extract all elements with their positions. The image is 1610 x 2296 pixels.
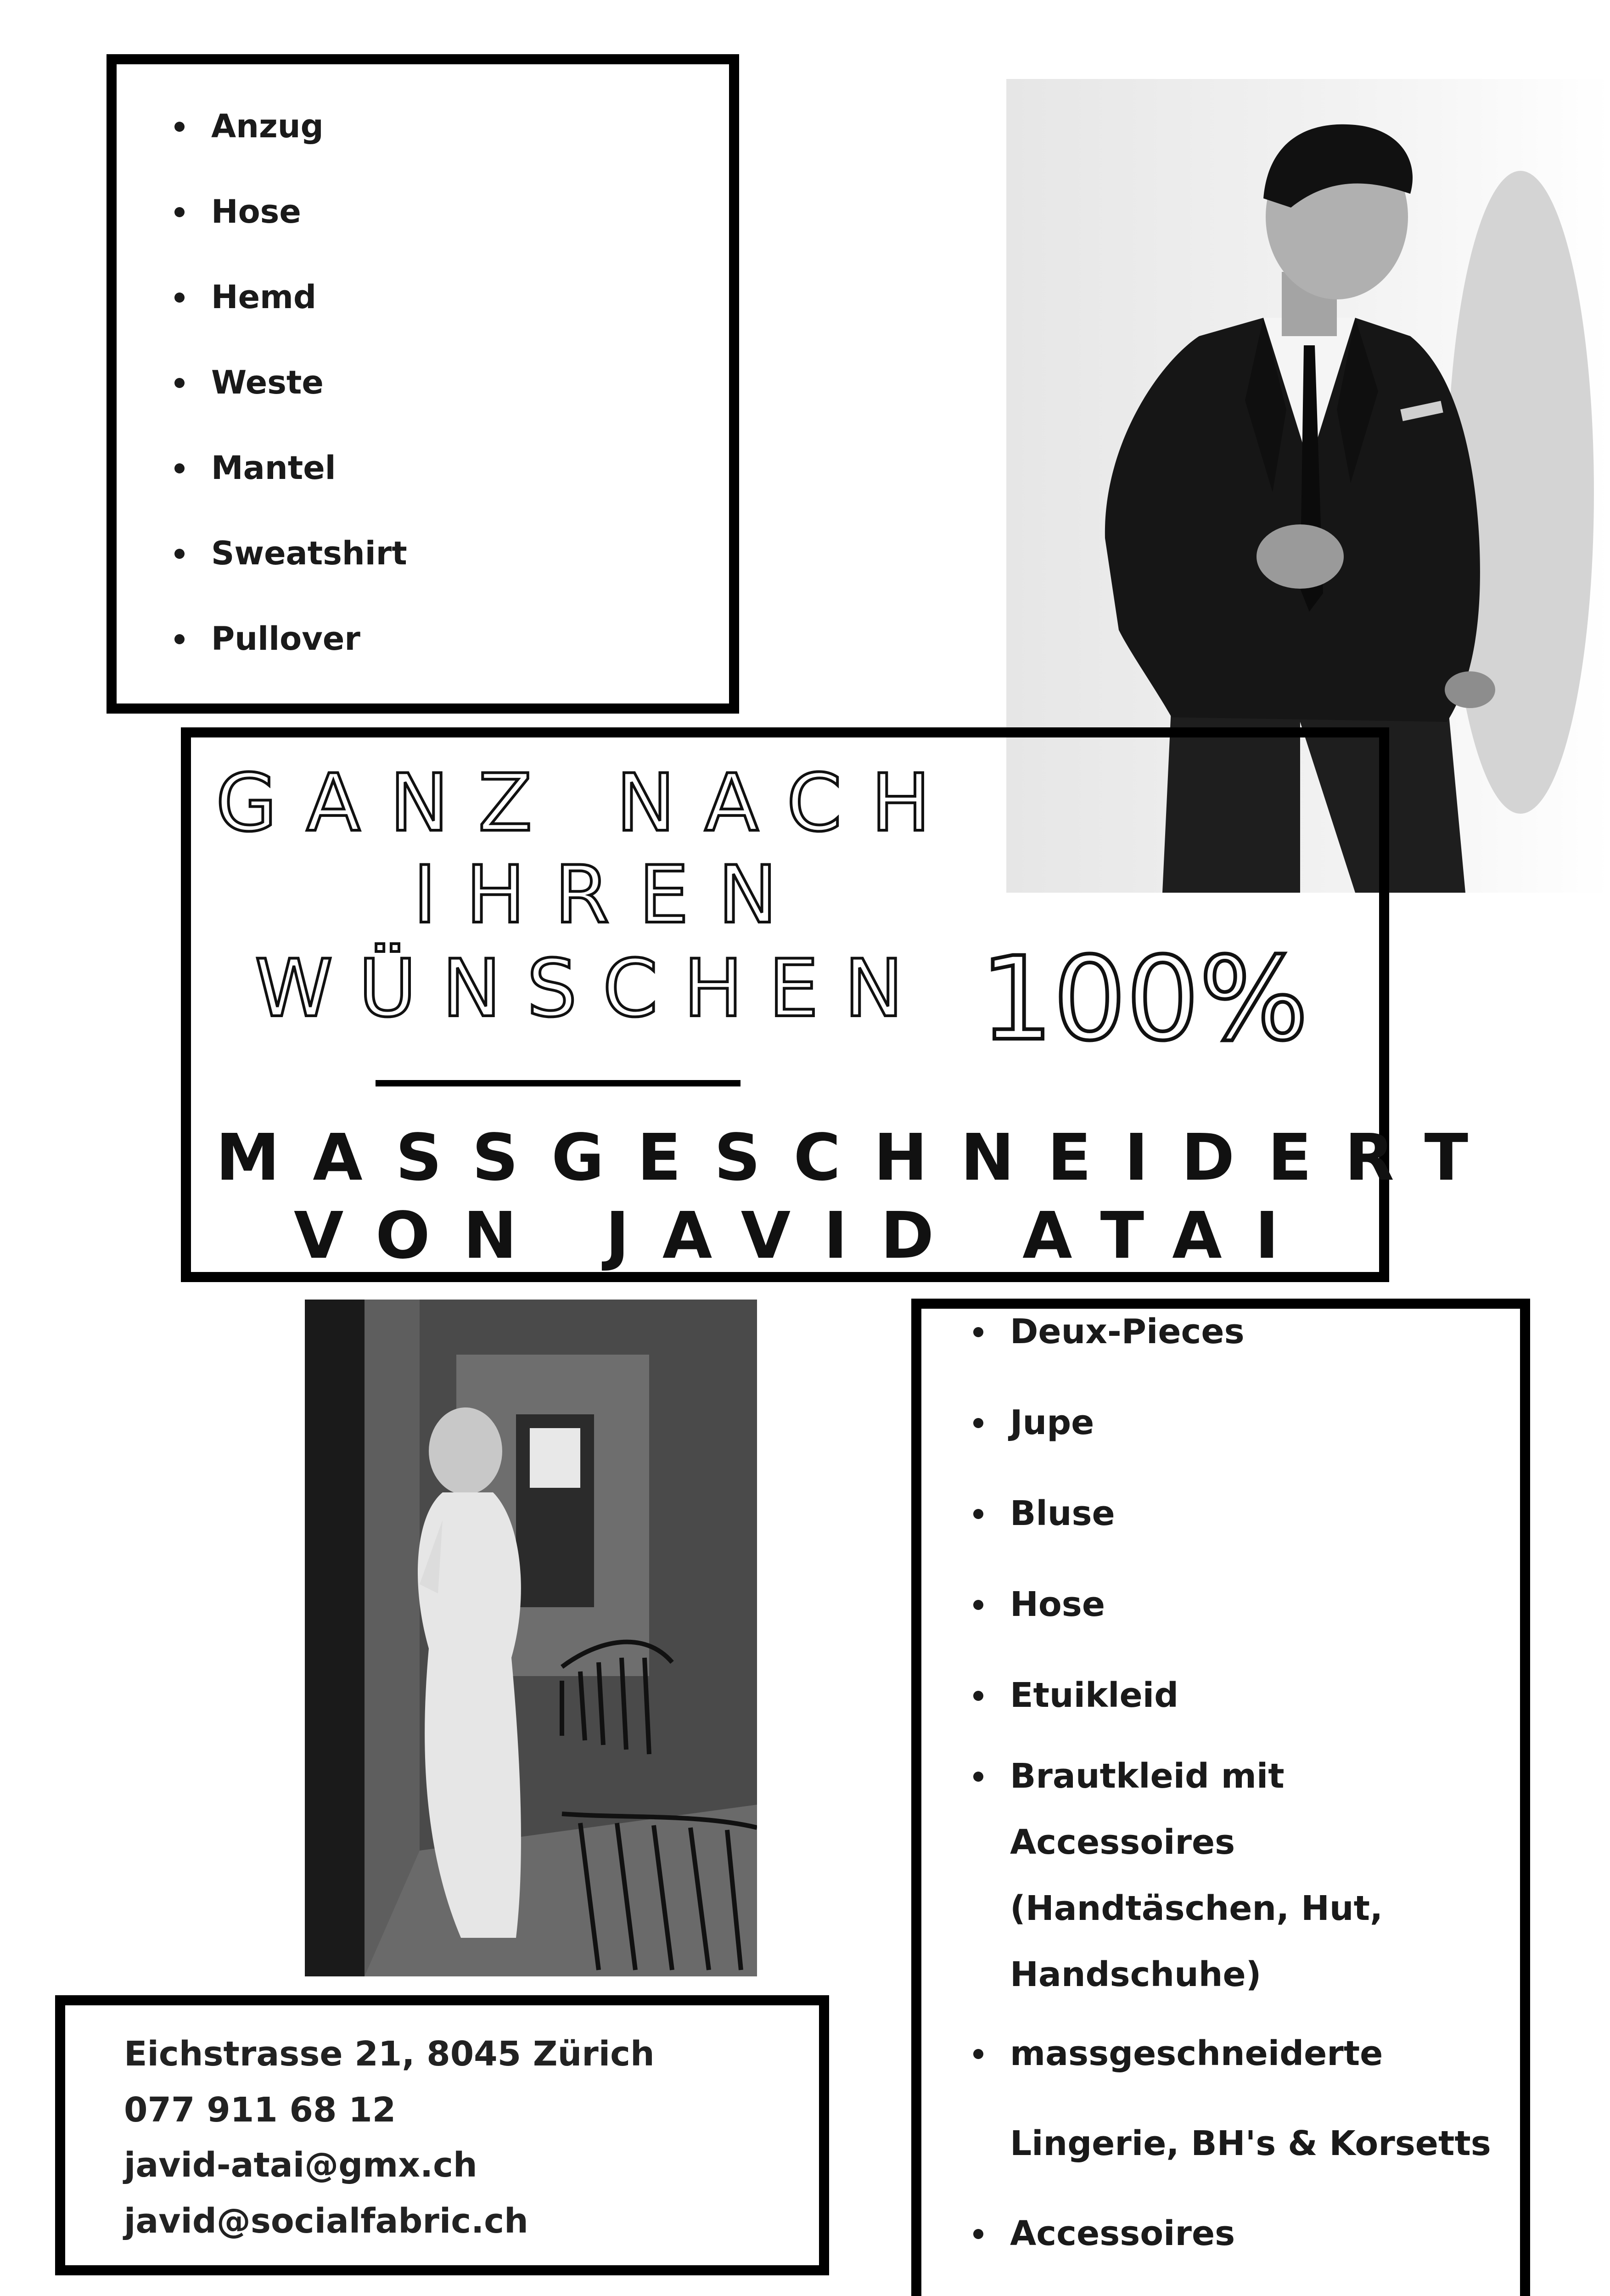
list-item: Mantel xyxy=(211,445,407,530)
men-items-list xyxy=(211,103,407,701)
list-item: Bluse xyxy=(1010,1491,1491,1581)
list-item: massgeschneiderte Lingerie, BH's & Korsetts xyxy=(1010,2031,1491,2211)
headline-percent: 100% xyxy=(980,932,1308,1066)
men-items-box xyxy=(107,54,739,714)
women-items-list xyxy=(1010,1309,1491,2266)
contact-email: javid-atai@gmx.ch xyxy=(124,2145,477,2185)
headline-line1: GANZ NACH xyxy=(216,757,960,849)
contact-address: Eichstrasse 21, 8045 Zürich xyxy=(124,2034,655,2074)
headline-sub1: MASSGESCHNEIDERT xyxy=(216,1120,1502,1195)
list-item: Weste xyxy=(211,360,407,445)
list-item: Accessoires xyxy=(1010,2211,1491,2266)
list-item: Hemd xyxy=(211,274,407,360)
list-item: Jupe xyxy=(1010,1400,1491,1491)
photo-bride xyxy=(305,1300,757,1976)
list-item: Hose xyxy=(1010,1581,1491,1672)
list-item: Deux-Pieces xyxy=(1010,1309,1491,1400)
headline-line2: IHREN xyxy=(413,849,807,941)
list-item: Hose xyxy=(211,189,407,274)
list-item: Pullover xyxy=(211,616,407,701)
list-item: Etuikleid xyxy=(1010,1672,1491,1753)
list-item: Anzug xyxy=(211,103,407,189)
headline-line3: WÜNSCHEN xyxy=(255,942,929,1035)
headline-sub2: VON JAVID ATAI xyxy=(294,1199,1312,1273)
list-item: Sweatshirt xyxy=(211,530,407,616)
contact-phone: 077 911 68 12 xyxy=(124,2090,396,2130)
headline-divider xyxy=(376,1080,740,1086)
list-item: Brautkleid mit Accessoires (Handtäschen, Hut, Handschuhe) xyxy=(1010,1753,1491,2031)
contact-email-alt: javid@socialfabric.ch xyxy=(124,2201,528,2241)
